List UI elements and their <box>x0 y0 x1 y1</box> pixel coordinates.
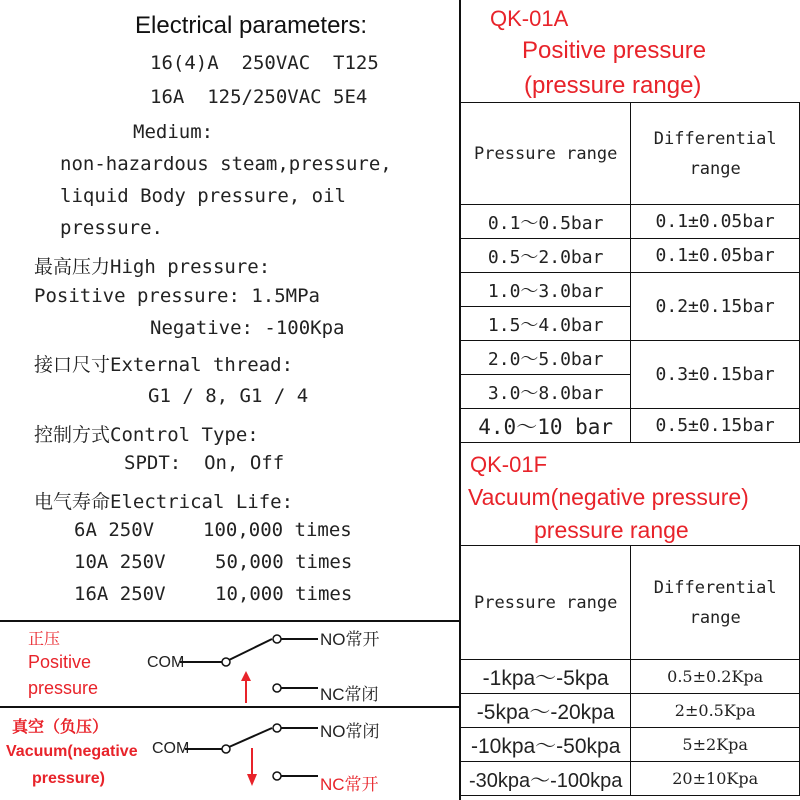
life-times-2: 50,000 times <box>215 551 353 573</box>
control-type-value: SPDT: On, Off <box>124 452 285 474</box>
positive-no-label: NO常开 <box>320 630 380 649</box>
table-row <box>461 239 800 273</box>
vacuum-label-en-2: pressure) <box>32 770 105 787</box>
range-cell: 0.1～0.5bar <box>461 205 631 239</box>
life-times-3: 10,000 times <box>215 583 353 605</box>
range-cell: 1.5～4.0bar <box>461 307 631 341</box>
negative-pressure-value: Negative: -100Kpa <box>150 317 345 339</box>
life-times-1: 100,000 times <box>203 519 352 541</box>
rating-line-1: 16(4)A 250VAC T125 <box>150 52 379 74</box>
high-pressure-label: 最高压力High pressure: <box>34 256 271 278</box>
divider-line <box>0 706 460 708</box>
diff-cell: 2±0.5Kpa <box>631 694 800 728</box>
range-cell: -5kpa～-20kpa <box>461 694 631 728</box>
vacuum-model: QK-01F <box>470 452 548 477</box>
table-row <box>461 409 800 443</box>
electrical-life-label: 电气寿命Electrical Life: <box>34 491 294 513</box>
life-rating-2: 10A 250V <box>74 551 166 573</box>
table-row <box>461 273 800 307</box>
vacuum-no-label: NO常闭 <box>320 722 380 741</box>
positive-nc-label: NC常闭 <box>320 685 379 704</box>
positive-label-cn: 正压 <box>28 631 61 648</box>
external-thread-value: G1 / 8, G1 / 4 <box>148 385 309 407</box>
range-cell: 0.5～2.0bar <box>461 239 631 273</box>
col-header-differential: Differential range <box>631 103 800 205</box>
vacuum-label-en-1: Vacuum(negative <box>6 743 138 760</box>
range-cell: 3.0～8.0bar <box>461 375 631 409</box>
table-row <box>461 205 800 239</box>
table-row <box>461 694 800 728</box>
positive-switch-diagram <box>180 625 330 705</box>
positive-pressure-value: Positive pressure: 1.5MPa <box>34 285 320 307</box>
range-cell: -10kpa～-50kpa <box>461 728 631 762</box>
diff-cell: 0.2±0.15bar <box>631 273 800 341</box>
vacuum-switch-diagram <box>180 712 330 797</box>
switch-arm <box>229 728 272 747</box>
range-cell: -1kpa～-5kpa <box>461 660 631 694</box>
vacuum-range-table <box>460 545 800 796</box>
col-header-pressure-range: Pressure range <box>461 103 631 205</box>
positive-com-label: COM <box>147 654 185 671</box>
electrical-parameters-title: Electrical parameters: <box>135 12 368 39</box>
positive-range-table <box>460 102 800 443</box>
table-row <box>461 660 800 694</box>
positive-table-title: Positive pressure <box>522 37 707 64</box>
positive-model: QK-01A <box>490 6 569 31</box>
medium-line-3: pressure. <box>60 217 163 239</box>
switch-arm <box>229 639 272 660</box>
no-terminal <box>273 724 281 732</box>
diff-cell: 20±10Kpa <box>631 762 800 796</box>
diff-cell: 0.1±0.05bar <box>631 239 800 273</box>
range-cell: 2.0～5.0bar <box>461 341 631 375</box>
diff-cell: 5±2Kpa <box>631 728 800 762</box>
range-cell: -30kpa～-100kpa <box>461 762 631 796</box>
vacuum-table-subtitle: pressure range <box>534 517 689 543</box>
no-terminal <box>273 635 281 643</box>
up-arrow-icon <box>241 671 251 681</box>
rating-line-2: 16A 125/250VAC 5E4 <box>150 86 368 108</box>
nc-terminal <box>273 684 281 692</box>
nc-terminal <box>273 772 281 780</box>
medium-line-1: non-hazardous steam,pressure, <box>60 153 392 175</box>
diff-cell: 0.5±0.2Kpa <box>631 660 800 694</box>
range-cell: 1.0～3.0bar <box>461 273 631 307</box>
diff-cell: 0.5±0.15bar <box>631 409 800 443</box>
positive-label-en-2: pressure <box>28 678 99 698</box>
positive-label-en-1: Positive <box>28 652 92 672</box>
life-rating-1: 6A 250V <box>74 519 155 541</box>
table-row <box>461 728 800 762</box>
external-thread-label: 接口尺寸External thread: <box>34 354 294 376</box>
vacuum-nc-label: NC常开 <box>320 775 379 794</box>
range-cell: 4.0～10 bar <box>461 409 631 443</box>
divider-line <box>0 620 460 622</box>
medium-label: Medium: <box>133 121 214 143</box>
col-header-pressure-range: Pressure range <box>461 546 631 660</box>
diff-cell: 0.1±0.05bar <box>631 205 800 239</box>
vacuum-com-label: COM <box>152 740 190 757</box>
medium-line-2: liquid Body pressure, oil <box>60 185 346 207</box>
table-row <box>461 341 800 375</box>
col-header-differential: Differential range <box>631 546 800 660</box>
control-type-label: 控制方式Control Type: <box>34 424 259 446</box>
down-arrow-icon <box>247 774 257 786</box>
table-row <box>461 762 800 796</box>
vacuum-label-cn: 真空（负压） <box>12 719 109 736</box>
life-rating-3: 16A 250V <box>74 583 166 605</box>
vacuum-table-title: Vacuum(negative pressure) <box>468 484 749 510</box>
diff-cell: 0.3±0.15bar <box>631 341 800 409</box>
positive-table-subtitle: (pressure range) <box>524 72 702 99</box>
